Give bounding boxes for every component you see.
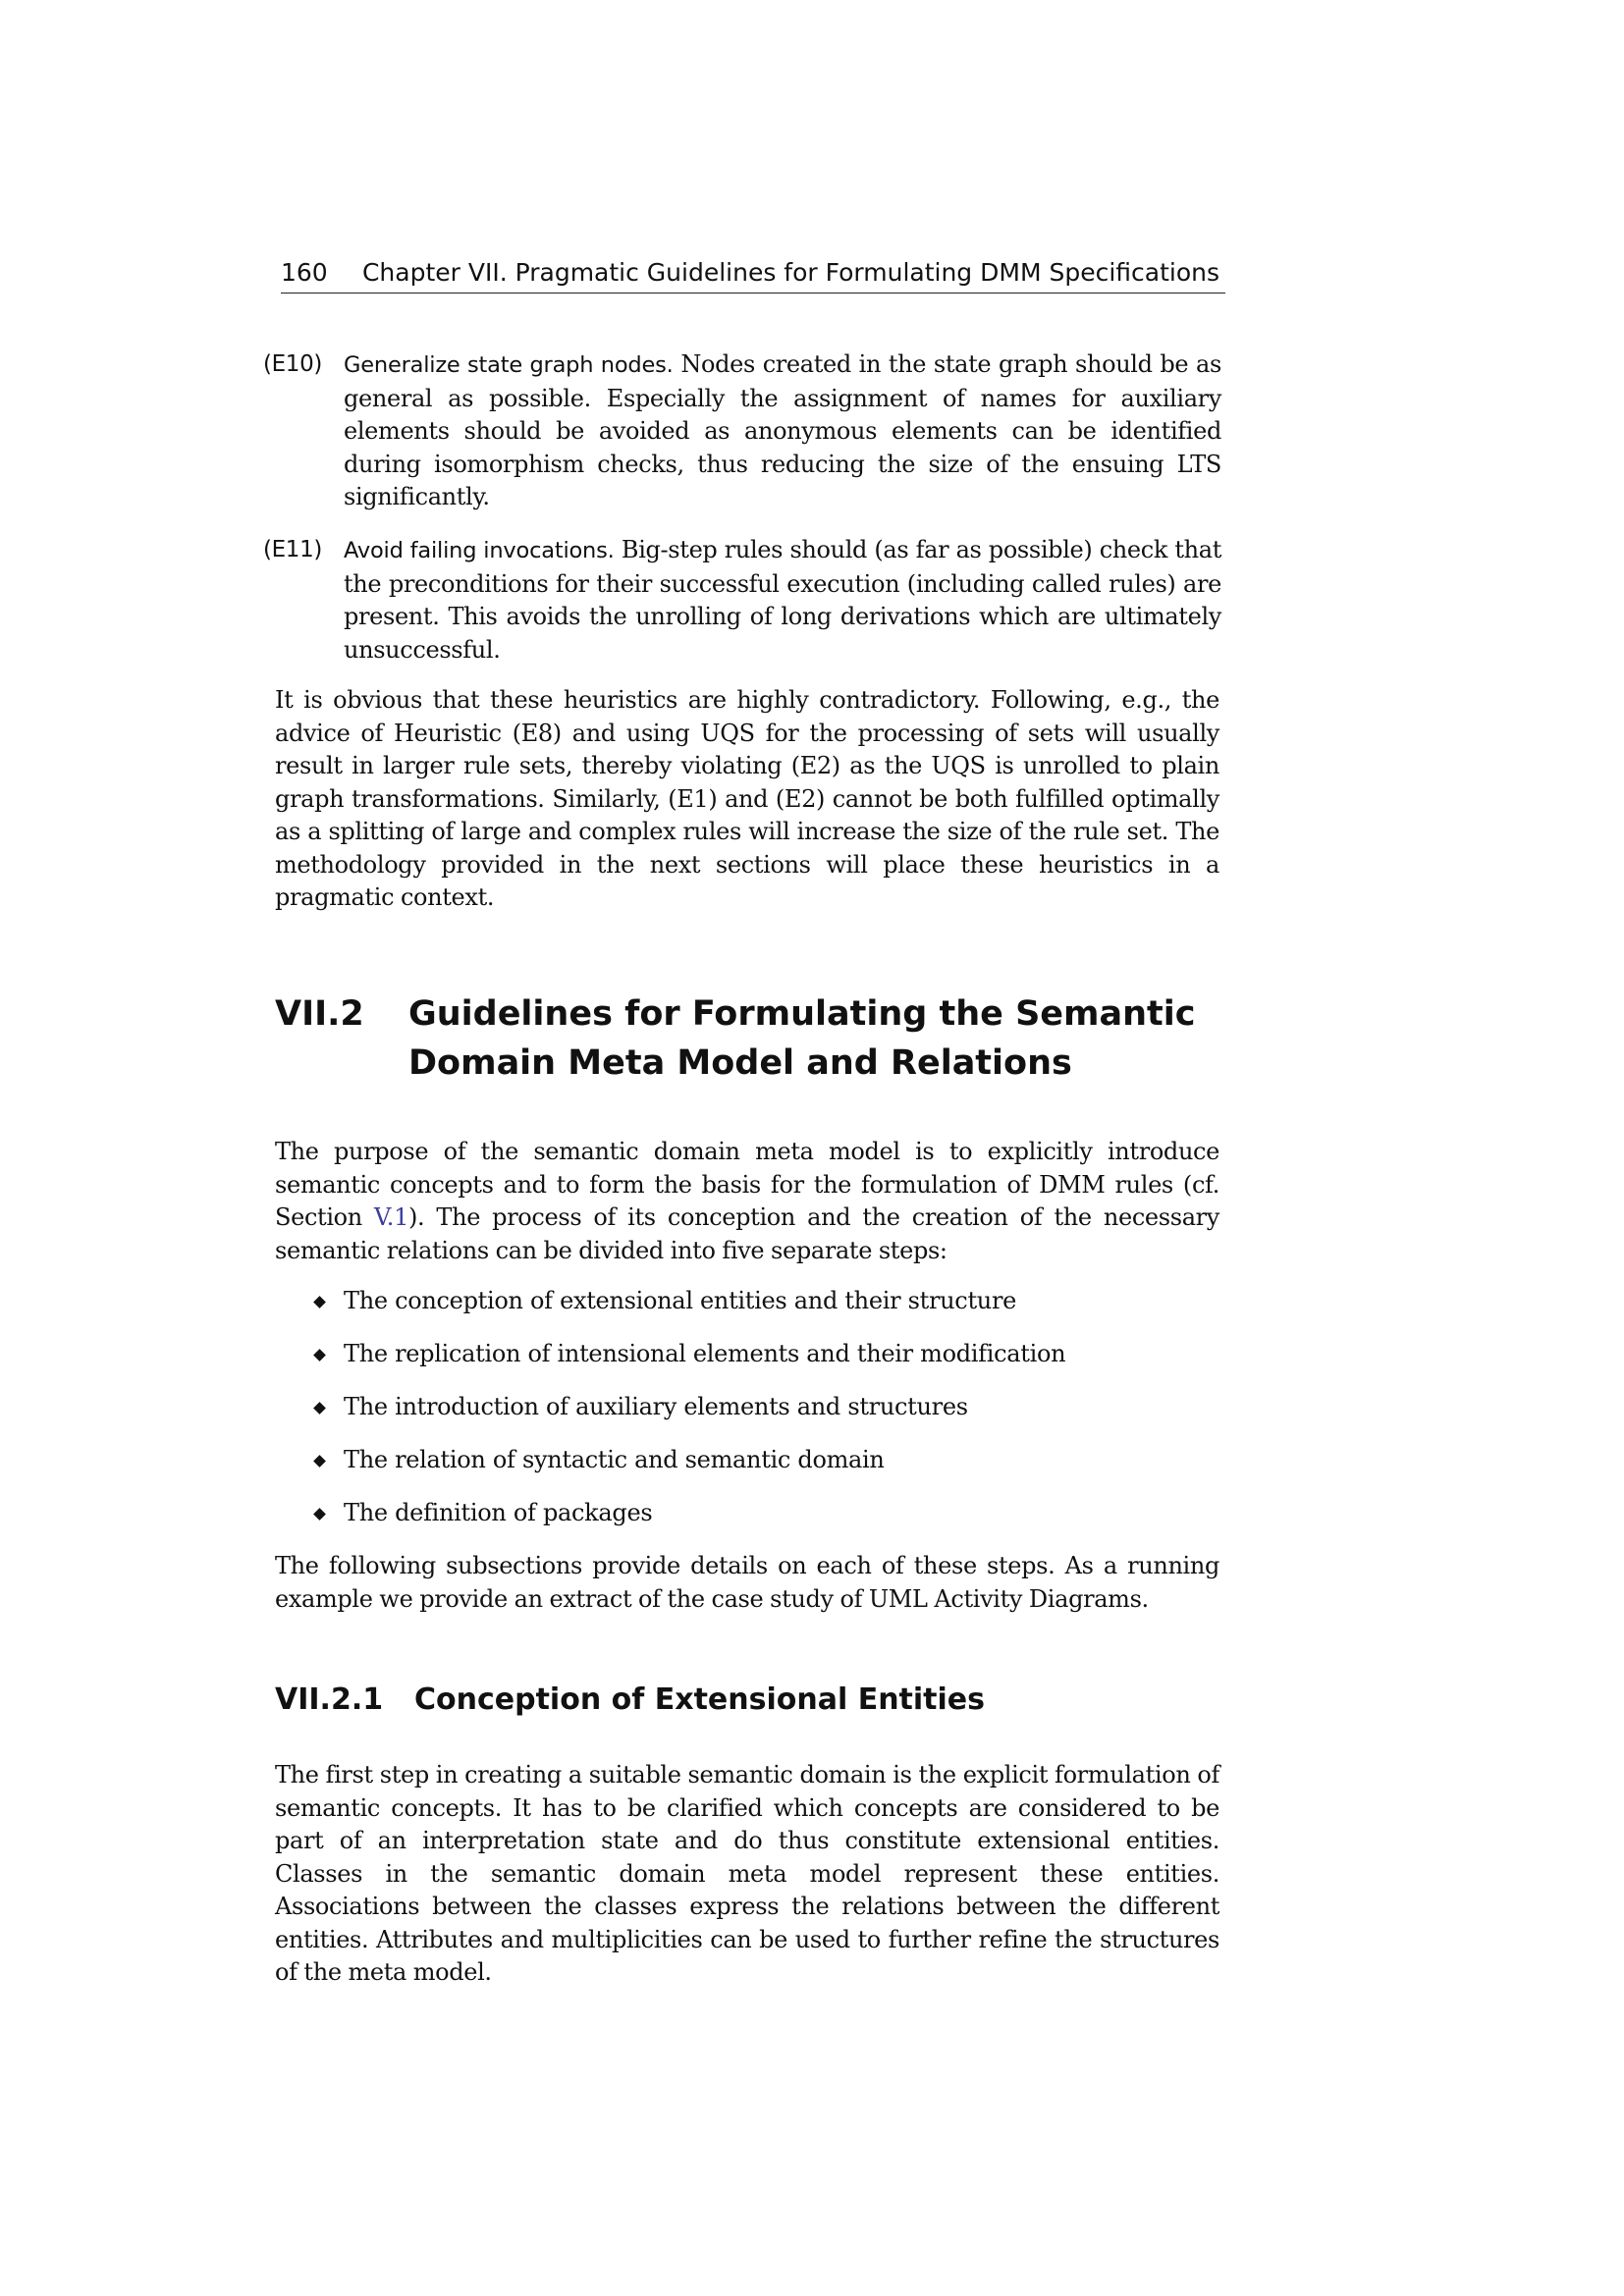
section-number: VII.2 [275,994,364,1034]
list-item-text: The definition of packages [344,1499,653,1526]
paragraph-contradictory: It is obvious that these heuristics are highly contradictory. Following, e.g., the advice of Heuristic (E8) and using UQS for the processing of sets will usually result in larger rule sets, thereby violating (E2) as the UQS is unrolled to plain graph transformations. Similarly, (E1) and (E2) cannot be both fulfilled optimally as a splitting of large and complex rules will increase the size of the rule set. The methodology provided in the next sections will place these heuristics in a pragmatic context. [275,686,1219,911]
heuristic-text: Big-step rules should (as far as possible) check that the preconditions for their successful execution (including called rules) are present. This avoids the unrolling of long derivations which are ultimately unsuccessful. [344,536,1222,664]
subsection-heading [275,1681,1237,1720]
diamond-bullet-icon [313,1349,326,1362]
section-reference-link[interactable]: V.1 [374,1203,408,1231]
diamond-bullet-icon [313,1296,326,1308]
heuristic-e10 [263,348,1221,514]
list-item-text: The relation of syntactic and semantic domain [344,1446,885,1473]
diamond-bullet-icon [313,1402,326,1415]
heuristic-text: Nodes created in the state graph should be as general as possible. Especially the assignment of names for auxiliary elements should be avoided as anonymous elements can be identified during isomorphism checks, thus reducing the size of the ensuing LTS significantly. [344,350,1221,510]
list-item [312,1391,968,1424]
heuristic-title: Generalize state graph nodes. [344,352,674,378]
list-item [312,1338,1065,1371]
heuristic-body [344,348,1221,514]
running-header [281,257,1225,294]
purpose-text-before: The purpose of the semantic domain meta model is to explicitly introduce semantic concepts and to form the basis for the formulation of DMM rules (cf. Section [275,1138,1219,1231]
purpose-text-after: ). The process of its conception and the creation of the necessary semantic relations can be divided into five separate steps: [275,1203,1219,1264]
page-number: 160 [281,258,328,287]
paragraph-following: The following subsections provide details on each of these steps. As a running example we provide an extract of the case study of UML Activity Diagrams. [275,1552,1219,1613]
diamond-bullet-icon [313,1455,326,1468]
list-item [312,1444,885,1477]
list-item-text: The introduction of auxiliary elements and structures [344,1393,968,1420]
section-heading [275,989,1237,1088]
paragraph-purpose [275,1136,1219,1267]
heuristic-e11 [263,534,1221,667]
chapter-title: Chapter VII. Pragmatic Guidelines for Formulating DMM Specifications [361,258,1219,287]
list-item-text: The conception of extensional entities and their structure [344,1287,1017,1314]
paragraph-first-step: The first step in creating a suitable semantic domain is the explicit formulation of semantic concepts. It has to be clarified which concepts are considered to be part of an interpretation state and do thus constitute extensional entities. Classes in the semantic domain meta model represent these entities. Associations between the classes express the relations between the different entities. Attributes and multiplicities can be used to further refine the structures of the meta model. [275,1761,1219,1986]
section-title: Guidelines for Formulating the Semantic Domain Meta Model and Relations [408,994,1196,1083]
heuristic-title: Avoid failing invocations. [344,538,615,563]
subsection-title: Conception of Extensional Entities [414,1682,986,1717]
list-item [312,1497,652,1530]
subsection-number: VII.2.1 [275,1682,384,1717]
list-item [312,1285,1016,1318]
heuristic-label: (E11) [263,537,322,562]
heuristic-label: (E10) [263,351,322,377]
heuristic-body [344,534,1221,667]
list-item-text: The replication of intensional elements and their modification [344,1340,1066,1367]
diamond-bullet-icon [313,1508,326,1521]
